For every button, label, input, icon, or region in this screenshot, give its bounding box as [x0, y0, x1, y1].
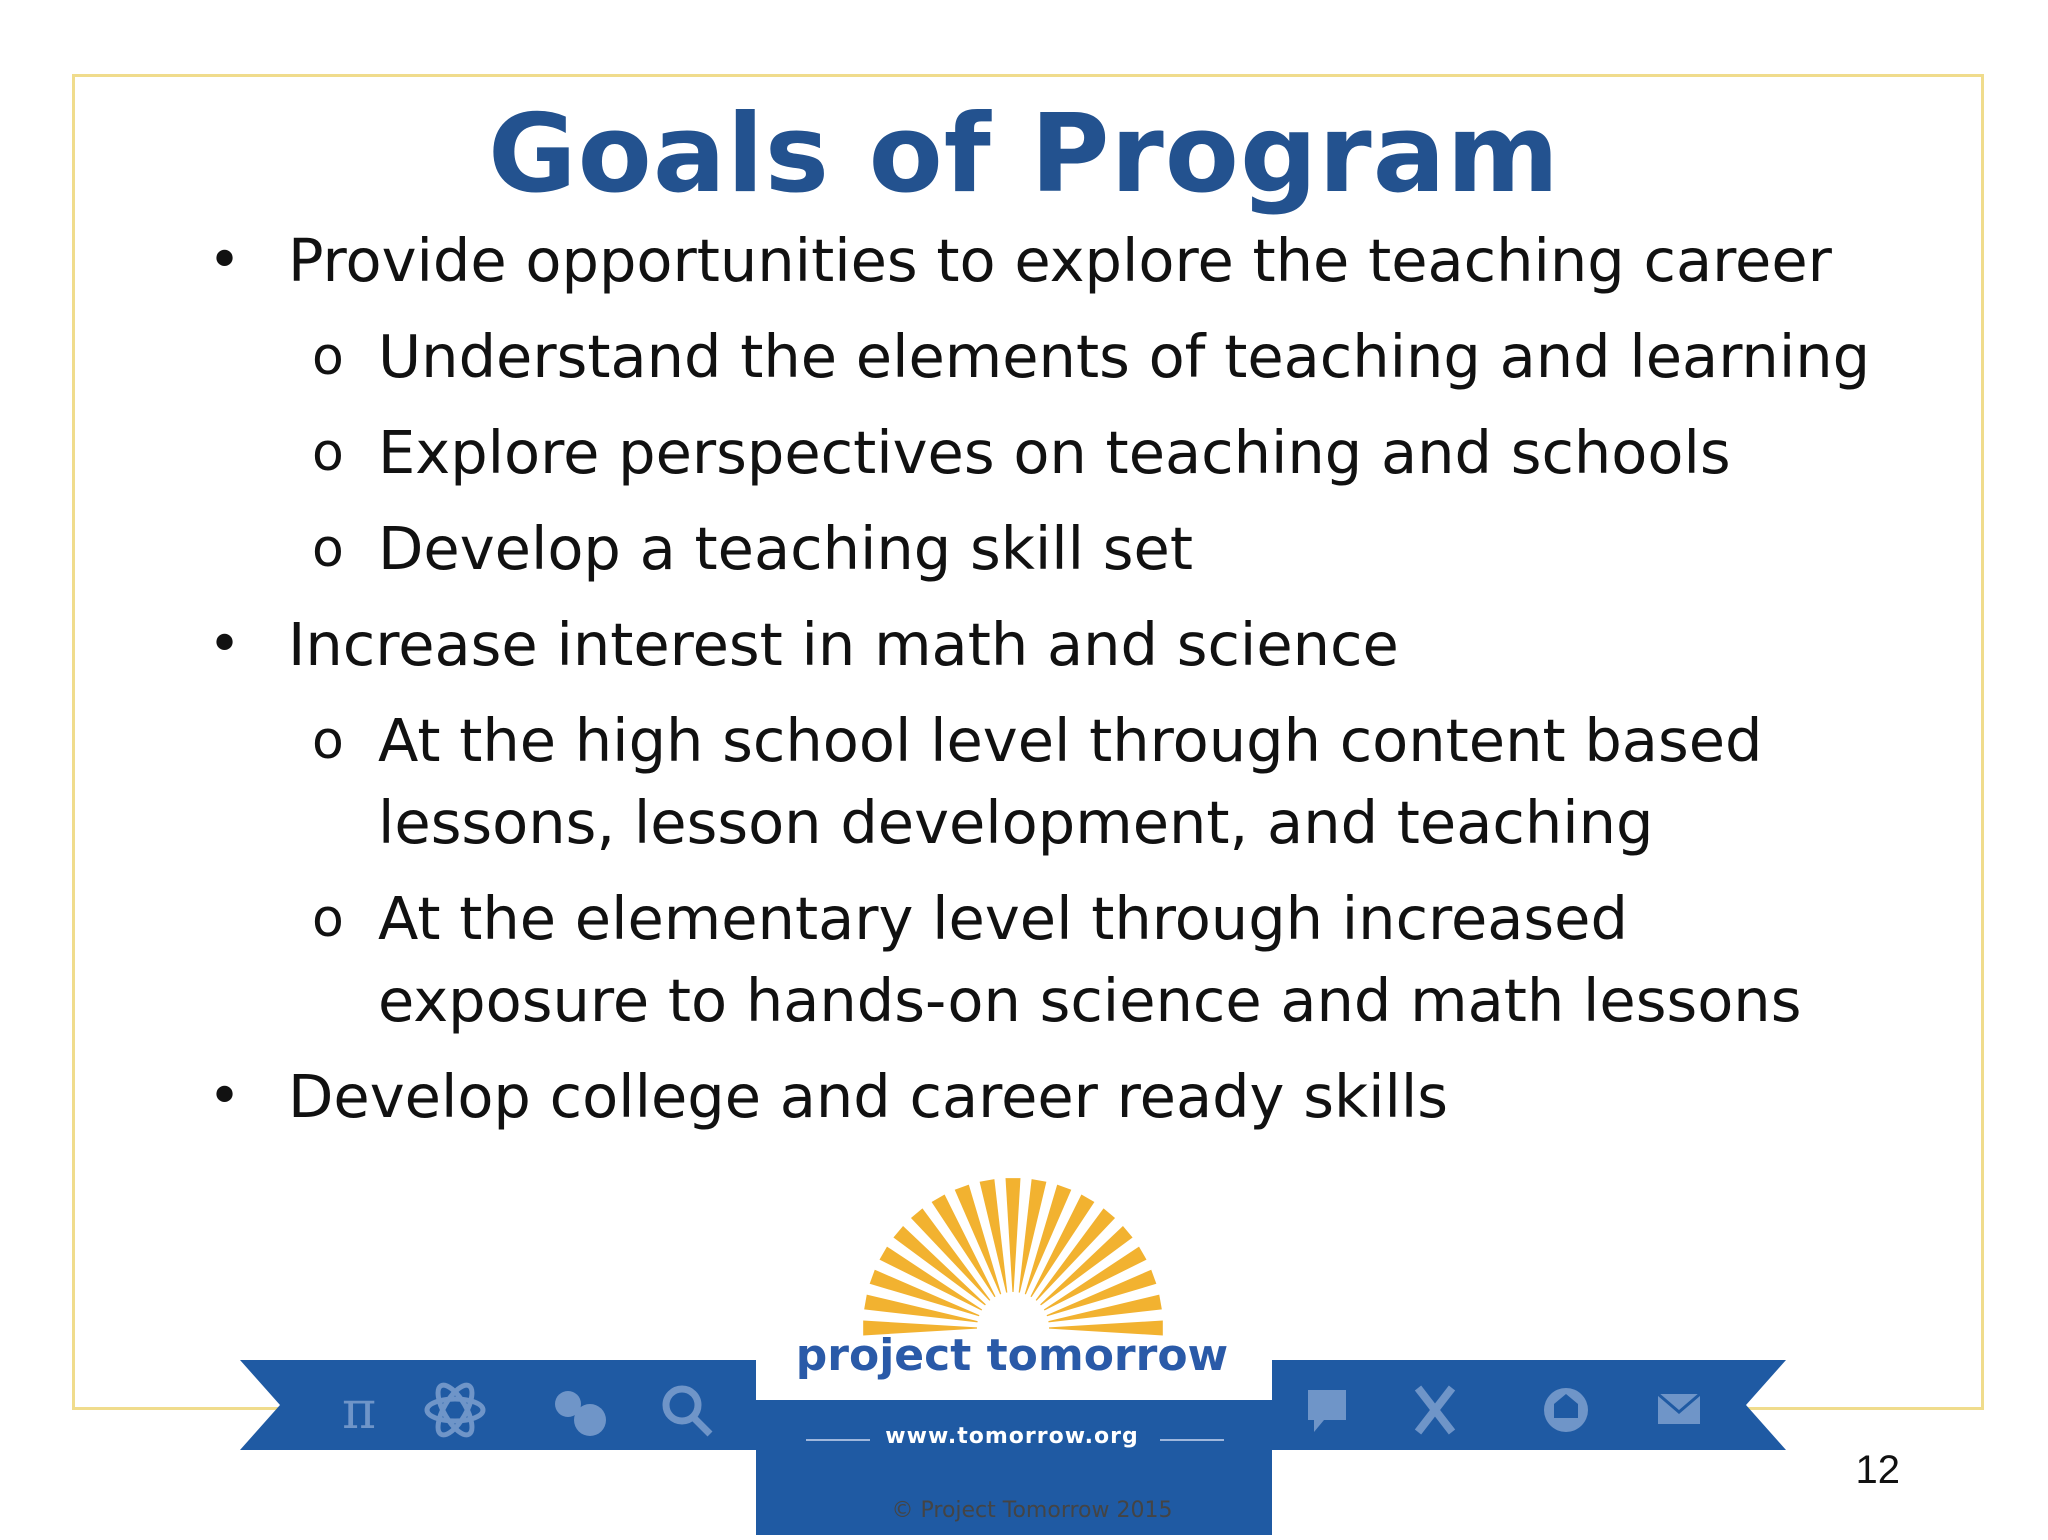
envelope-icon — [1658, 1394, 1700, 1424]
bullet-marker: • — [208, 1064, 242, 1129]
sub-bullet-item — [206, 878, 1886, 1042]
sub-bullet-item — [206, 316, 1886, 398]
bullet-marker: • — [208, 228, 242, 293]
sub-bullet-item — [206, 700, 1886, 864]
sub-bullet-item — [206, 508, 1886, 590]
sub-bullet-marker: o — [312, 711, 344, 771]
bullet-text: Increase interest in math and science — [288, 610, 1399, 679]
bullet-text: Provide opportunities to explore the teaching career — [288, 226, 1832, 295]
bullet-list — [206, 220, 1886, 1152]
page-number: 12 — [1855, 1448, 1900, 1492]
sub-bullet-marker: o — [312, 327, 344, 387]
copyright: © Project Tomorrow 2015 — [891, 1498, 1173, 1523]
bullet-text: Develop college and career ready skills — [288, 1062, 1449, 1131]
sun-ray — [1006, 1178, 1021, 1292]
bullet-item — [206, 220, 1886, 302]
sub-bullet-item — [206, 412, 1886, 494]
sub-bullet-text: At the high school level through content based lessons, lesson development, and teaching — [378, 706, 1763, 857]
bullet-item — [206, 604, 1886, 686]
sub-bullet-text: At the elementary level through increased exposure to hands-on science and math lessons — [378, 884, 1802, 1035]
pi-icon: π — [342, 1381, 377, 1441]
sub-bullet-marker: o — [312, 423, 344, 483]
logo-wordmark: project tomorrow — [795, 1330, 1229, 1381]
sub-bullet-text: Understand the elements of teaching and learning — [378, 322, 1871, 391]
sub-bullet-marker: o — [312, 889, 344, 949]
bullet-marker: • — [208, 612, 242, 677]
sub-bullet-marker: o — [312, 519, 344, 579]
sub-bullet-text: Develop a teaching skill set — [378, 514, 1193, 583]
sub-bullet-text: Explore perspectives on teaching and schools — [378, 418, 1731, 487]
bullet-item — [206, 1056, 1886, 1138]
website-link[interactable]: www.tomorrow.org — [885, 1424, 1139, 1449]
slide-title: Goals of Program — [487, 92, 1560, 217]
sun-rays-icon — [863, 1178, 1163, 1335]
